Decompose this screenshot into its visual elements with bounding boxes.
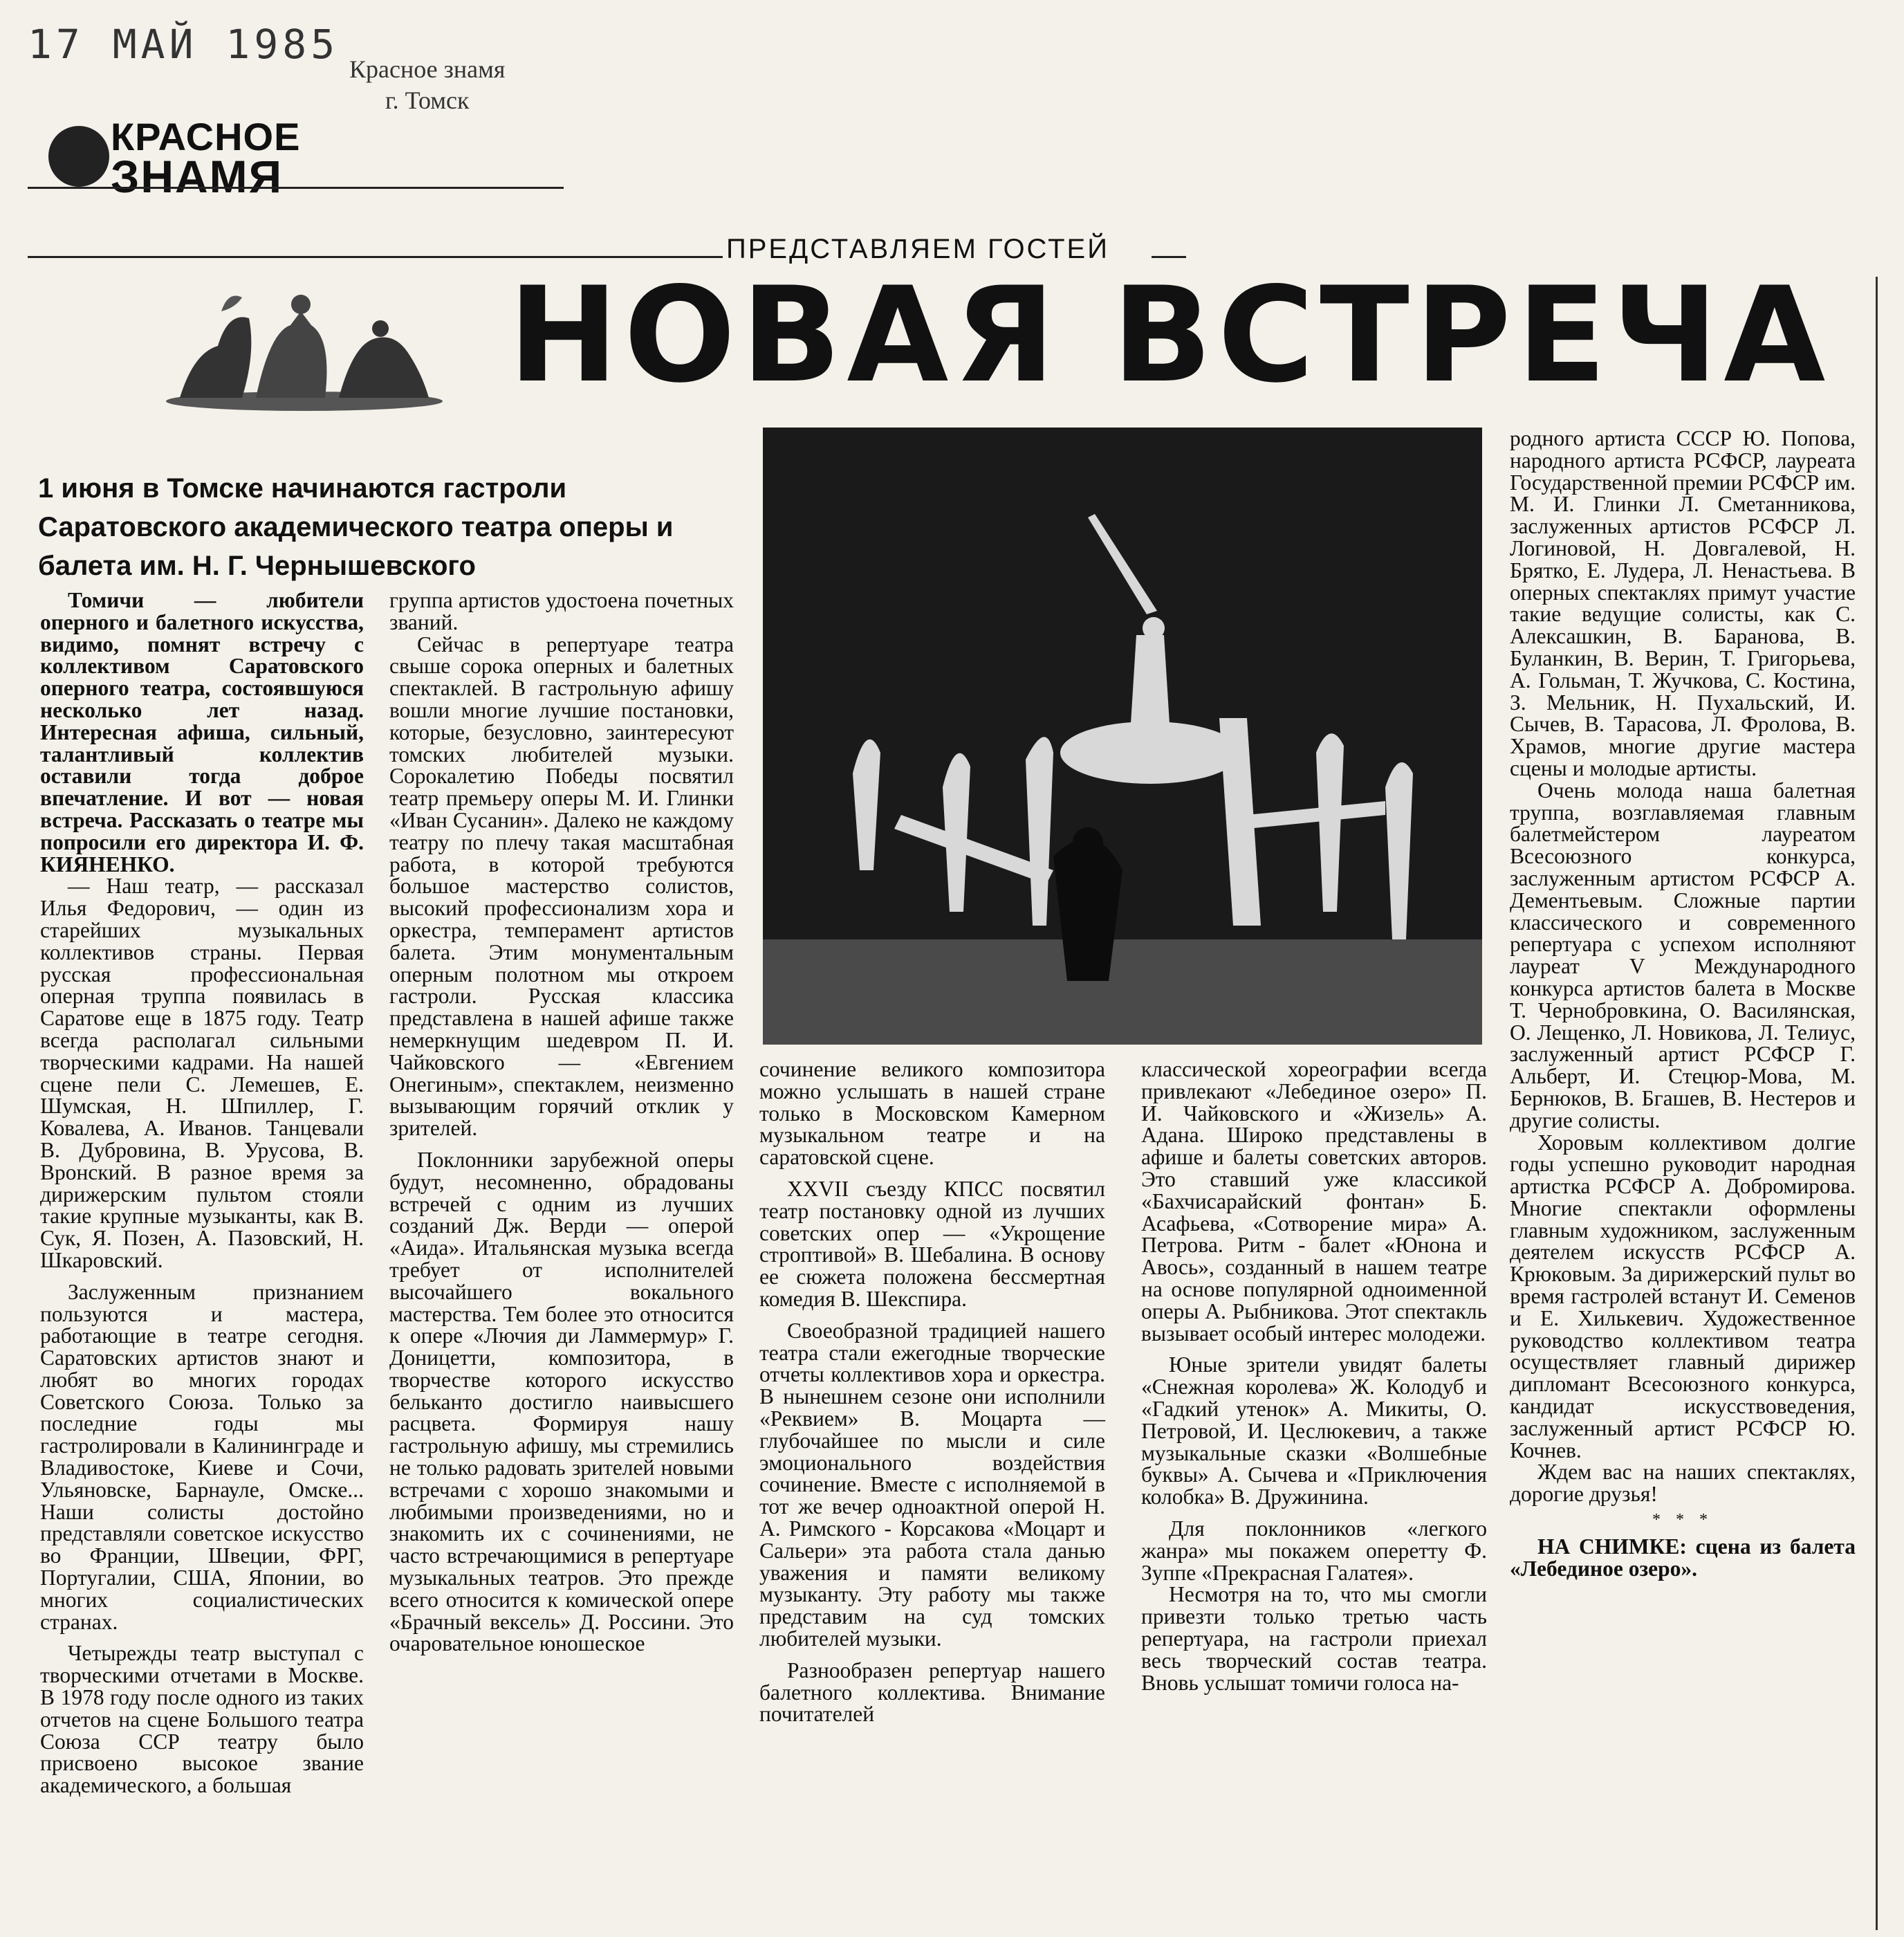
col3-p1: сочинение великого композитора можно услышать в нашей стране только в Московском Камерном музыкальном театре и на саратовской сцене.	[759, 1057, 1105, 1170]
separator-stars: * * *	[1652, 1511, 1713, 1530]
col3-p4: Разнообразен репертуар нашего балетного коллектива. Внимание почитателей	[759, 1658, 1105, 1727]
rubric-rule-right	[1152, 256, 1186, 258]
ballet-scene-image	[763, 428, 1482, 1045]
col5-p3: Хоровым коллективом долгие годы успешно руководит народная артистка РСФСР А. Добромирова. Многие спектакли оформлены главным художником, заслуженным деятелем искусств РСФСР А. Крюковым. За дирижерский пульт во время гастролей встанут И. Семенов и Е. Хилькевич. Художественное руководство коллективом театра осуществляет главный дирижер дипломант Всесоюзного конкурса, кандидат искусствоведения, заслуженный артист РСФСР Ю. Кочнев.	[1510, 1130, 1856, 1462]
stamp-city: г. Томск	[385, 86, 470, 114]
photo-caption	[1510, 1536, 1856, 1580]
col1-p3: Заслуженным признанием пользуются и мастера, работающие в театре сегодня. Саратовских артистов знают и любят во многих городах Советского Союза. Только за последние годы мы гастролировали в Калининграде и Владивостоке, Киеве и Сочи, Ульяновске, Барнауле, Омске... Наши солисты достойно представляли советское искусство во Франции, Швеции, ФРГ, Португалии, США, Японии, во многих социалистических странах.	[40, 1279, 364, 1634]
col2-p1: группа артистов удостоена почетных званий.	[389, 588, 734, 634]
col5-p1: родного артиста СССР Ю. Попова, народного артиста РСФСР, лауреата Государственной премии РСФСР им. М. И. Глинки Л. Сметанникова, заслуженных артистов РСФСР Л. Логиновой, Н. Довгалевой, Н. Брятко, Е. Лудера, Л. Ненастьева. В оперных спектаклях примут участие такие ведущие солисты, как С. Алексашкин, В. Баранова, В. Буланкин, В. Верин, Т. Григорьева, А. Гольман, Т. Жучкова, С. Костина, З. Мельник, Н. Пухальский, И. Сычев, В. Тарасова, Л. Фролова, В. Храмов, многие другие мастера сцены и молодые артисты.	[1510, 426, 1856, 780]
col1-p4: Четырежды театр выступал с творческими отчетами в Москве. В 1978 году после одного из таких отчетов на сцене Большого театра Союза ССР театру было присвоено высокое звание академического, а большая	[40, 1641, 364, 1798]
stamp-paper-name: Красное знамя	[349, 55, 506, 83]
column-1	[40, 589, 364, 1797]
column-4	[1141, 1058, 1487, 1693]
column-rule-right	[1876, 277, 1878, 1930]
column-2	[389, 589, 734, 1655]
masthead-line1: КРАСНОЕ	[111, 115, 301, 158]
column-3	[759, 1058, 1105, 1725]
theatre-decoration-icon	[152, 270, 456, 415]
caption-text: сцена из балета «Лебединое озеро».	[1510, 1534, 1856, 1581]
headline: НОВАЯ ВСТРЕЧА	[508, 259, 1831, 412]
col4-p1: классической хореографии всегда привлекают «Лебединое озеро» П. И. Чайковского и «Жизель» А. Адана. Широко представлены в афише и балеты советских авторов. Это ставший уже классикой «Бахчисарайский фонтан» Б. Асафьева, «Сотворение мира» А. Петрова. Ритм - балет «Юнона и Авось», созданный в нашем театре на основе популярной одноименной оперы А. Рыбникова. Этот спектакль вызывает особый интерес молодежи.	[1141, 1057, 1487, 1346]
col1-p2: — Наш театр, — рассказал Илья Федорович, — один из старейших музыкальных коллективов страны. Первая русская профессиональная оперная труппа появилась в Саратове еще в 1875 году. Театр всегда располагал сильными творческими кадрами. На нашей сцене пели С. Лемешев, Е. Шумская, Н. Шпиллер, Г. Ковалева, А. Иванов. Танцевали В. Дубровина, В. Урусова, В. Вронский. В разное время за дирижерским пультом стояли такие крупные музыканты, как В. Сук, Я. Позен, А. Пазовский, Н. Шкаровский.	[40, 874, 364, 1272]
date-stamp: 17 МАЙ 1985	[28, 21, 340, 68]
col1-p1	[40, 589, 364, 875]
rubric-rule-left	[28, 256, 723, 258]
col2-p3: Поклонники зарубежной оперы будут, несомненно, обрадованы встречей с одним из лучших созданий Дж. Верди — оперой «Аида». Итальянская музыка всегда требует от исполнителей высочайшего вокального мастерства. Тем более это относится к опере «Лючия ди Ламмермур» Г. Доницетти, композитора, в творчестве которого искусство бельканто достигло наивысшего расцвета. Формируя нашу гастрольную афишу, мы стремились не только радовать зрителей новыми встречами с хорошо знакомыми и любимыми произведениями, но и знакомить их с сочинениями, не часто встречающимися в репертуаре музыкальных театров. Это прежде всего относится к комической опере «Брачный вексель» Д. Россини. Это очаровательное юношеское	[389, 1147, 734, 1656]
col4-p4: Несмотря на то, что мы смогли привезти только третью часть репертуара, на гастроли приехал весь творческий состав театра. Вновь услышат томичи голоса на-	[1141, 1582, 1487, 1695]
rubric-label: ПРЕДСТАВЛЯЕМ ГОСТЕЙ	[726, 234, 1109, 264]
order-emblem-icon	[48, 126, 109, 187]
col3-p2: XXVII съезду КПСС посвятил театр постановку одной из лучших советских опер — «Укрощение строптивой» В. Шебалина. В основу ее сюжета положена бессмертная комедия В. Шекспира.	[759, 1176, 1105, 1311]
col1-p1-text: Томичи — любители оперного и балетного искусства, видимо, помнят встречу с коллективом Саратовского оперного театра, состоявшуюся несколько лет назад. Интересная афиша, сильный, талантливый коллектив оставили тогда доброе впечатление. И вот — новая встреча. Рассказать о театре мы попросили его директора	[40, 588, 364, 854]
col5-p2: Очень молода наша балетная труппа, возглавляемая главным балетмейстером лауреатом Всесоюзного конкурса, заслуженным артистом РСФСР А. Дементьевым. Сложные партии классического и современного репертуара с успехом исполняют лауреат V Международного конкурса артистов балета в Москве Т. Чернобровкина, О. Василянская, О. Лещенко, Л. Новикова, Л. Телиус, заслуженный артист РСФСР Г. Альберт, И. Стецюр-Мова, М. Бернюков, В. Бгашев, В. Нестеров и другие солисты.	[1510, 778, 1856, 1132]
col4-p3: Для поклонников «легкого жанра» мы покажем оперетту Ф. Зуппе «Прекрасная Галатея».	[1141, 1516, 1487, 1585]
col3-p3: Своеобразной традицией нашего театра стали ежегодные творческие отчеты коллективов хора и оркестра. В нынешнем сезоне они исполнили «Реквием» В. Моцарта — глубочайшее по мысли и силе эмоционального воздействия сочинение. Вместе с исполняемой в тот же вечер одноактной оперой Н. А. Римского - Корсакова «Моцарт и Сальери» эта работа стала данью уважения и памяти великому музыканту. Эту работу мы также представим на суд томских любителей музыки.	[759, 1318, 1105, 1651]
ballet-photo	[763, 428, 1482, 1045]
subheadline: 1 июня в Томске начинаются гастроли Саратовского академического театра оперы и балета им. Н. Г. Чернышевского	[38, 473, 674, 581]
masthead-rule	[28, 187, 564, 189]
col4-p2: Юные зрители увидят балеты «Снежная королева» Ж. Колодуб и «Гадкий утенок» А. Микиты, О. Петровой, И. Цеслюкевич, а также музыкальные сказки «Волшебные буквы» А. Сычева и «Приключения колобка» В. Дружинина.	[1141, 1352, 1487, 1509]
newspaper-stamp	[349, 54, 505, 116]
masthead-line2: ЗНАМЯ	[111, 151, 284, 202]
column-5	[1510, 428, 1856, 1579]
director-name: И. Ф. КИЯНЕНКО.	[40, 829, 364, 876]
col5-p4: Ждем вас на наших спектаклях, дорогие друзья!	[1510, 1460, 1856, 1507]
caption-label: НА СНИМКЕ:	[1537, 1534, 1687, 1559]
col2-p2: Сейчас в репертуаре театра свыше сорока оперных и балетных спектаклей. В гастрольную афишу вошли многие лучшие постановки, которые, безусловно, заинтересуют томских любителей музыки. Сорокалетию Победы посвятил театр премьеру оперы М. И. Глинки «Иван Сусанин». Далеко не каждому театру по плечу такая масштабная работа, в которой требуются большое мастерство солистов, высокий профессионализм хора и оркестра, темперамент артистов балета. Этим монументальным оперным полотном мы откроем гастроли. Русская классика представлена в нашей афише также немеркнущим шедевром П. И. Чайковского — «Евгением Онегиным», спектаклем, неизменно вызывающим горячий отклик у зрителей.	[389, 632, 734, 1141]
